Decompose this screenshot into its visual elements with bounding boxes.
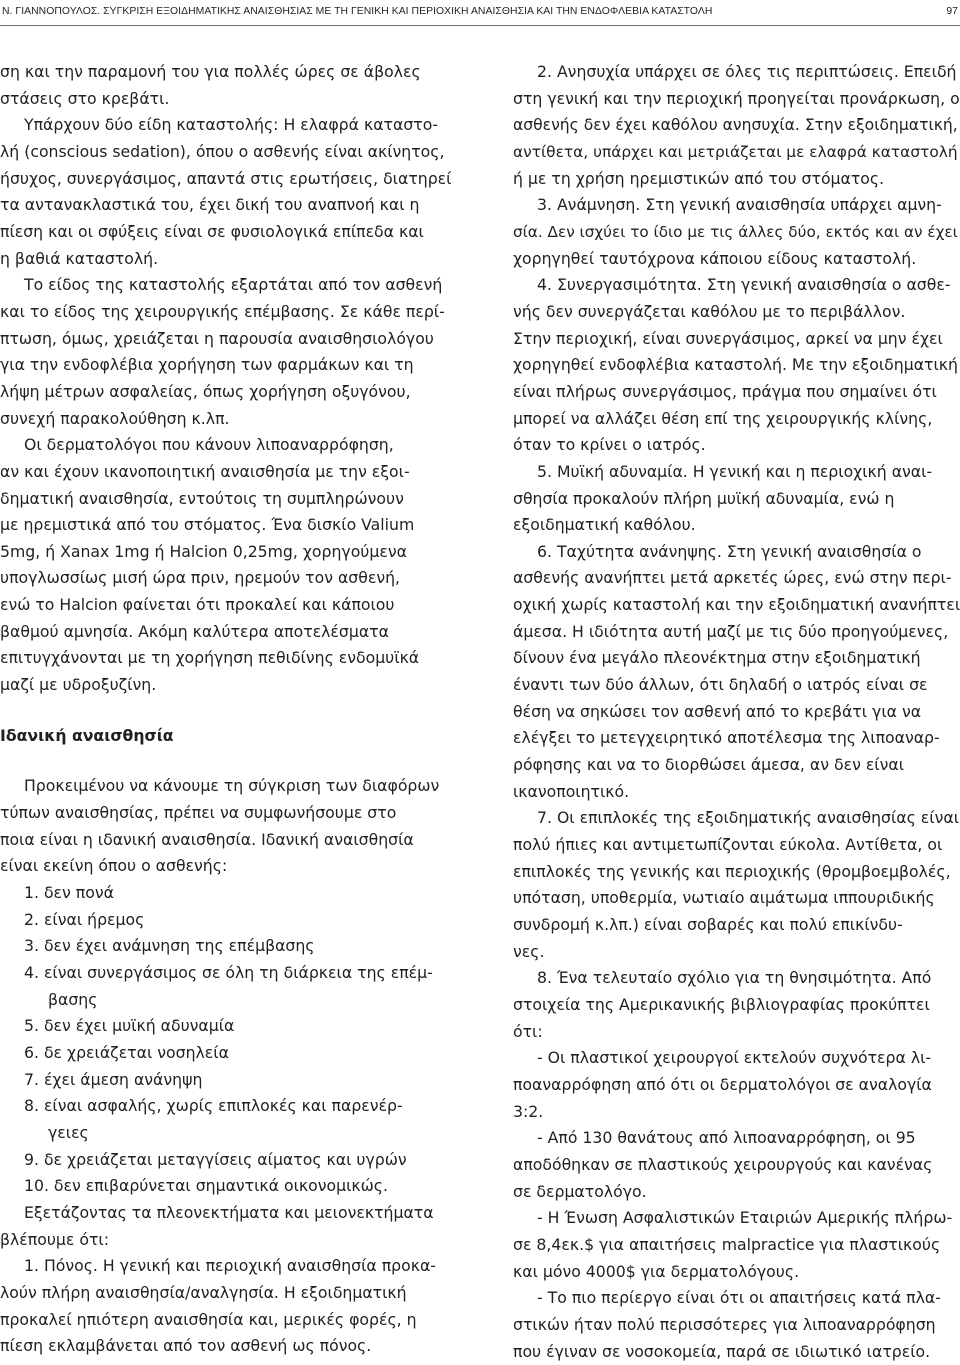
ideal-anesthesia-list (0, 880, 466, 1200)
text-line: υπογλωσσίως μισή ώρα πριν, ηρεμούν τον ασθενή, (0, 565, 466, 592)
text-line: στικών ήταν πολύ περισσότερες για λιποαναρρόφηση (513, 1312, 960, 1339)
text-line: που έγιναν σε νοσοκομεία, παρά σε ιδιωτικό ιατρείο. (513, 1339, 960, 1365)
text-line: βαθμού αμνησία. Ακόμη καλύτερα αποτελέσματα (0, 619, 466, 646)
text-line: Το είδος της καταστολής εξαρτάται από τον ασθενή (0, 272, 466, 299)
text-line: είναι πλήρως συνεργάσιμος, πράγμα που σημαίνει ότι (513, 379, 960, 406)
text-line: νες. (513, 939, 960, 966)
text-line: ικανοποιητικό. (513, 779, 960, 806)
text-line: χορηγηθεί ενδοφλέβια καταστολή. Με την εξοιδηματική (513, 352, 960, 379)
list-item: 10. δεν επιβαρύνεται σημαντικά οικονομικώς. (0, 1173, 466, 1200)
text-line: στη γενική και την περιοχική προηγείται προνάρκωση, ο (513, 86, 960, 113)
text-line: επιτυγχάνονται με τη χορήγηση πεθιδίνης ενδομυϊκά (0, 645, 466, 672)
left-top-text (0, 59, 466, 699)
text-line: Εξετάζοντας τα πλεονεκτήματα και μειονεκτήματα (0, 1200, 466, 1227)
list-item: 5. δεν έχει μυϊκή αδυναμία (0, 1013, 466, 1040)
text-line: - Από 130 θανάτους από λιποαναρρόφηση, οι 95 (513, 1125, 960, 1152)
text-line: νής δεν συνεργάζεται καθόλου με το περιβάλλον. (513, 299, 960, 326)
text-line: 5mg, ή Xanax 1mg ή Halcion 0,25mg, χορηγούμενα (0, 539, 466, 566)
page-number: 97 (946, 6, 958, 17)
text-line: λήψη μέτρων ασφαλείας, όπως χορήγηση οξυγόνου, (0, 379, 466, 406)
text-line: ση και την παραμονή του για πολλές ώρες σε άβολες (0, 59, 466, 86)
text-line: ποαναρρόφηση από ότι οι δερματολόγοι σε αναλογία (513, 1072, 960, 1099)
text-line: πίεση και οι σφύξεις είναι σε φυσιολογικά επίπεδα και (0, 219, 466, 246)
text-line: 5. Μυϊκή αδυναμία. Η γενική και η περιοχική αναι- (513, 459, 960, 486)
text-line: αποδόθηκαν σε πλαστικούς χειρουργούς και κανένας (513, 1152, 960, 1179)
text-line: δίνουν ένα μεγάλο πλεονέκτημα στην εξοιδηματική (513, 645, 960, 672)
text-line: - Οι πλαστικοί χειρουργοί εκτελούν συχνότερα λι- (513, 1045, 960, 1072)
text-line: αν και έχουν ικανοποιητική αναισθησία με την εξοι- (0, 459, 466, 486)
header-rule (0, 25, 960, 26)
list-item: 8. είναι ασφαλής, χωρίς επιπλοκές και παρενέρ- (0, 1093, 466, 1120)
section-heading: Ιδανική αναισθησία (0, 723, 466, 750)
text-line: τα αντανακλαστικά του, έχει δική του αναπνοή και η (0, 192, 466, 219)
right-column-text (513, 59, 960, 1365)
text-line: αντίθετα, υπάρχει και μετριάζεται με ελαφρά καταστολή (513, 139, 960, 166)
text-line: στάσεις στο κρεβάτι. (0, 86, 466, 113)
text-line: χορηγηθεί ταυτόχρονα κάποιου είδους καταστολή. (513, 246, 960, 273)
left-bottom-text (0, 1200, 466, 1360)
text-line: μπορεί να αλλάζει θέση επί της χειρουργικής κλίνης, (513, 406, 960, 433)
text-line: λή (conscious sedation), όπου ο ασθενής είναι ακίνητος, (0, 139, 466, 166)
list-item: γειες (0, 1120, 466, 1147)
text-line: για την ενδοφλέβια χορήγηση των φαρμάκων και τη (0, 352, 466, 379)
text-line: 7. Οι επιπλοκές της εξοιδηματικής αναισθησίας είναι (513, 805, 960, 832)
text-line: με ηρεμιστικά από του στόματος. Ένα δισκίο Valium (0, 512, 466, 539)
text-line: άμεσα. Η ιδιότητα αυτή μαζί με τις δύο προηγούμενες, (513, 619, 960, 646)
text-line: είναι εκείνη όπου ο ασθενής: (0, 853, 466, 880)
text-line: υπόταση, υποθερμία, νωτιαίο αιμάτωμα ιππουριδικής (513, 885, 960, 912)
text-line: 3:2. (513, 1099, 960, 1126)
text-line: 4. Συνεργασιμότητα. Στη γενική αναισθησία ο ασθε- (513, 272, 960, 299)
text-line: σε δερματολόγο. (513, 1179, 960, 1206)
text-line: έναντι των δύο άλλων, ότι δηλαδή ο ιατρός είναι σε (513, 672, 960, 699)
text-line: ήσυχος, συνεργάσιμος, απαντά στις ερωτήσεις, διατηρεί (0, 166, 466, 193)
text-line: 3. Ανάμνηση. Στη γενική αναισθησία υπάρχει αμνη- (513, 192, 960, 219)
text-line: επιπλοκές της γενικής και περιοχικής (θρομβοεμβολές, (513, 859, 960, 886)
text-line: σία. Δεν ισχύει το ίδιο με τις άλλες δύο, εκτός και αν έχει (513, 219, 960, 246)
text-line: ρόφησης και να το διορθώσει άμεσα, αν δεν είναι (513, 752, 960, 779)
text-line: η βαθιά καταστολή. (0, 246, 466, 273)
text-line: πίεση εκλαμβάνεται από τον ασθενή ως πόνος. (0, 1333, 466, 1360)
text-line: τύπων αναισθησίας, πρέπει να συμφωνήσουμε στο (0, 800, 466, 827)
text-line: - Το πιο περίεργο είναι ότι οι απαιτήσεις κατά πλα- (513, 1285, 960, 1312)
text-line: πολύ ήπιες και αντιμετωπίζονται εύκολα. Αντίθετα, οι (513, 832, 960, 859)
text-line: 6. Ταχύτητα ανάνηψης. Στη γενική αναισθησία ο (513, 539, 960, 566)
text-line: 8. Ένα τελευταίο σχόλιο για τη θνησιμότητα. Από (513, 965, 960, 992)
right-column (513, 59, 960, 1365)
text-line: σε 8,4εκ.$ για απαιτήσεις malpractice για πλαστικούς (513, 1232, 960, 1259)
text-line: 2. Ανησυχία υπάρχει σε όλες τις περιπτώσεις. Επειδή (513, 59, 960, 86)
text-line: ασθενής δεν έχει καθόλου ανησυχία. Στην εξοιδηματική, (513, 112, 960, 139)
text-line: Προκειμένου να κάνουμε τη σύγκριση των διαφόρων (0, 773, 466, 800)
text-line: στοιχεία της Αμερικανικής βιβλιογραφίας προκύπτει (513, 992, 960, 1019)
list-item: 4. είναι συνεργάσιμος σε όλη τη διάρκεια της επέμ- (0, 960, 466, 987)
list-item: βασης (0, 987, 466, 1014)
text-line: συνεχή παρακολούθηση κ.λπ. (0, 406, 466, 433)
text-line: Στην περιοχική, είναι συνεργάσιμος, αρκεί να μην έχει (513, 326, 960, 353)
text-line: προκαλεί ηπιότερη αναισθησία και, μερικές φορές, η (0, 1307, 466, 1334)
text-line: πτωση, όμως, χρειάζεται η παρουσία αναισθησιολόγου (0, 326, 466, 353)
left-column (0, 59, 466, 1360)
text-line: 1. Πόνος. Η γενική και περιοχική αναισθησία προκα- (0, 1253, 466, 1280)
list-item: 1. δεν πονά (0, 880, 466, 907)
text-line: και μόνο 4000$ για δερματολόγους. (513, 1259, 960, 1286)
list-item: 3. δεν έχει ανάμνηση της επέμβασης (0, 933, 466, 960)
text-line: Οι δερματολόγοι που κάνουν λιποαναρρόφηση, (0, 432, 466, 459)
list-item: 9. δε χρειάζεται μεταγγίσεις αίματος και υγρών (0, 1147, 466, 1174)
text-line: σθησία προκαλούν πλήρη μυϊκή αδυναμία, ενώ η (513, 486, 960, 513)
text-line: ενώ το Halcion φαίνεται ότι προκαλεί και κάποιου (0, 592, 466, 619)
text-line: οχική χωρίς καταστολή και την εξοιδηματική ανανήπτει (513, 592, 960, 619)
list-item: 7. έχει άμεση ανάνηψη (0, 1067, 466, 1094)
text-line: συνδρομή κ.λπ.) είναι σοβαρές και πολύ επικίνδυ- (513, 912, 960, 939)
text-line: Υπάρχουν δύο είδη καταστολής: Η ελαφρά καταστο- (0, 112, 466, 139)
text-line: ότι: (513, 1019, 960, 1046)
running-title: Ν. ΓΙΑΝΝΟΠΟΥΛΟΣ. ΣΥΓΚΡΙΣΗ ΕΞΟΙΔΗΜΑΤΙΚΗΣ ΑΝΑΙΣΘΗΣΙΑΣ ΜΕ ΤΗ ΓΕΝΙΚΗ ΚΑΙ ΠΕΡΙΟΧΙΚΗ ΑΝΑΙΣΘΗΣΙΑ ΚΑΙ ΤΗΝ ΕΝΔΟΦΛΕΒΙΑ ΚΑΤΑΣΤΟΛΗ (2, 6, 712, 17)
text-line: - Η Ένωση Ασφαλιστικών Εταιριών Αμερικής πλήρω- (513, 1205, 960, 1232)
list-item: 6. δε χρειάζεται νοσηλεία (0, 1040, 466, 1067)
text-line: ή με τη χρήση ηρεμιστικών από του στόματος. (513, 166, 960, 193)
list-item: 2. είναι ήρεμος (0, 907, 466, 934)
text-line: και το είδος της χειρουργικής επέμβασης. Σε κάθε περί- (0, 299, 466, 326)
running-header (2, 0, 958, 22)
text-line: δηματική αναισθησία, εντούτοις τη συμπληρώνουν (0, 486, 466, 513)
text-line: όταν το κρίνει ο ιατρός. (513, 432, 960, 459)
text-line: ελέγξει το μετεγχειρητικό αποτέλεσμα της λιποαναρ- (513, 725, 960, 752)
left-intro-text (0, 773, 466, 880)
text-line: θέση να σηκώσει τον ασθενή από το κρεβάτι για να (513, 699, 960, 726)
text-line: εξοιδηματική καθόλου. (513, 512, 960, 539)
text-line: βλέπουμε ότι: (0, 1227, 466, 1254)
text-line: λούν πλήρη αναισθησία/αναλγησία. Η εξοιδηματική (0, 1280, 466, 1307)
text-line: ασθενής ανανήπτει μετά αρκετές ώρες, ενώ στην περι- (513, 565, 960, 592)
text-line: μαζί με υδροξυζίνη. (0, 672, 466, 699)
text-line: ποια είναι η ιδανική αναισθησία. Ιδανική αναισθησία (0, 827, 466, 854)
